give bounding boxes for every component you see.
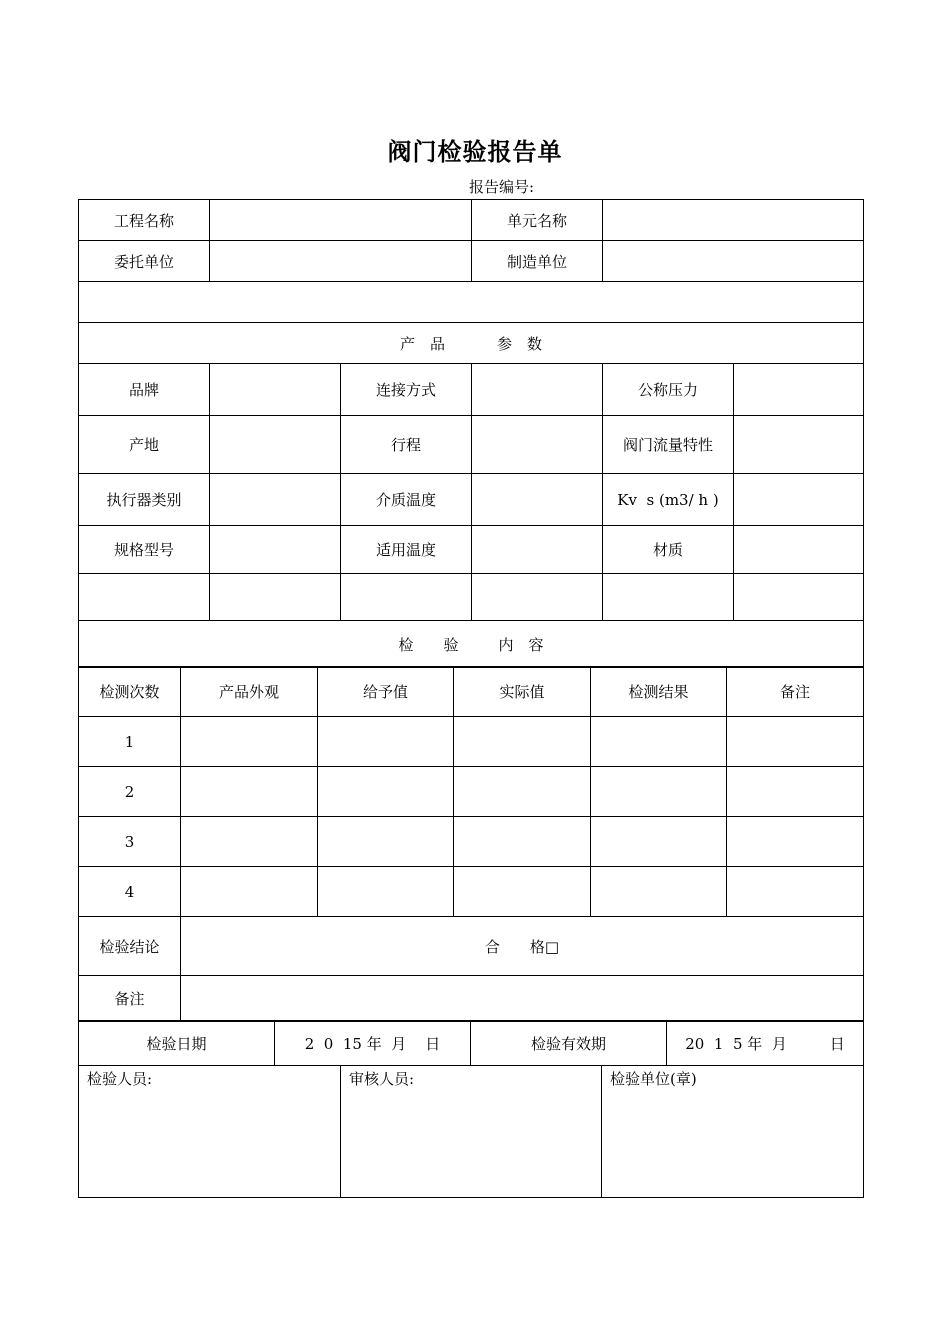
applicable-temperature-value[interactable] — [472, 526, 603, 574]
table-cell[interactable] — [454, 817, 591, 867]
table-row — [79, 717, 864, 767]
table-cell[interactable] — [318, 767, 454, 817]
material-value[interactable] — [734, 526, 864, 574]
origin-label: 产地 — [79, 416, 210, 474]
inspection-date-label: 检验日期 — [79, 1021, 275, 1066]
info-params-table — [78, 199, 864, 668]
brand-value[interactable] — [210, 364, 341, 416]
table-cell[interactable] — [318, 817, 454, 867]
table-cell[interactable] — [181, 767, 318, 817]
reviewer-signature-box[interactable] — [341, 1066, 602, 1198]
brand-label: 品牌 — [79, 364, 210, 416]
unit-seal-label: 检验单位(章) — [610, 1070, 697, 1088]
table-cell[interactable] — [727, 817, 864, 867]
table-cell[interactable] — [454, 867, 591, 917]
kvs-value[interactable] — [734, 474, 864, 526]
table-cell[interactable] — [454, 717, 591, 767]
table-cell[interactable] — [181, 867, 318, 917]
col-header-test-count: 检测次数 — [79, 667, 181, 717]
unit-seal-box[interactable] — [602, 1066, 864, 1198]
test-number: 2 — [79, 767, 181, 817]
conclusion-value[interactable]: 合 格□ — [181, 917, 864, 976]
extra-cell[interactable] — [472, 574, 603, 621]
manufacturer-label: 制造单位 — [472, 241, 603, 282]
test-number: 1 — [79, 717, 181, 767]
model-spec-label: 规格型号 — [79, 526, 210, 574]
extra-cell[interactable] — [210, 574, 341, 621]
table-row — [79, 767, 864, 817]
connection-type-label: 连接方式 — [341, 364, 472, 416]
table-cell[interactable] — [318, 717, 454, 767]
table-cell[interactable] — [727, 867, 864, 917]
col-header-given-value: 给予值 — [318, 667, 454, 717]
actuator-type-value[interactable] — [210, 474, 341, 526]
validity-period-label: 检验有效期 — [471, 1021, 667, 1066]
inspection-content-heading — [79, 621, 864, 668]
actuator-type-label: 执行器类别 — [79, 474, 210, 526]
material-label: 材质 — [603, 526, 734, 574]
table-cell[interactable] — [727, 767, 864, 817]
connection-type-value[interactable] — [472, 364, 603, 416]
reviewer-label: 审核人员: — [349, 1070, 415, 1088]
project-name-value[interactable] — [210, 200, 472, 241]
extra-cell[interactable] — [734, 574, 864, 621]
col-header-test-result: 检测结果 — [591, 667, 727, 717]
test-number: 4 — [79, 867, 181, 917]
col-header-actual-value: 实际值 — [454, 667, 591, 717]
project-name-label: 工程名称 — [79, 200, 210, 241]
stroke-value[interactable] — [472, 416, 603, 474]
unit-name-label: 单元名称 — [472, 200, 603, 241]
client-unit-value[interactable] — [210, 241, 472, 282]
product-params-heading-right: 参 数 — [497, 334, 543, 353]
model-spec-value[interactable] — [210, 526, 341, 574]
table-cell[interactable] — [591, 867, 727, 917]
flow-characteristic-value[interactable] — [734, 416, 864, 474]
validity-period-value[interactable]: 20 1 5 年 月 日 — [667, 1021, 864, 1066]
table-cell[interactable] — [591, 717, 727, 767]
inspection-heading-left: 检 验 — [398, 635, 459, 654]
inspection-table — [78, 666, 864, 1022]
applicable-temperature-label: 适用温度 — [341, 526, 472, 574]
test-number: 3 — [79, 817, 181, 867]
dates-table — [78, 1020, 864, 1066]
document-title: 阀门检验报告单 — [387, 137, 563, 166]
table-cell[interactable] — [591, 767, 727, 817]
conclusion-label: 检验结论 — [79, 917, 181, 976]
nominal-pressure-value[interactable] — [734, 364, 864, 416]
report-number-label: 报告编号: — [469, 178, 535, 196]
table-row — [79, 817, 864, 867]
unit-name-value[interactable] — [603, 200, 864, 241]
extra-cell[interactable] — [603, 574, 734, 621]
table-cell[interactable] — [181, 717, 318, 767]
col-header-remark: 备注 — [727, 667, 864, 717]
product-params-heading-left: 产 品 — [399, 334, 445, 353]
nominal-pressure-label: 公称压力 — [603, 364, 734, 416]
inspection-date-value[interactable]: 2 0 15 年 月 日 — [275, 1021, 471, 1066]
inspector-label: 检验人员: — [87, 1070, 153, 1088]
product-params-heading — [79, 323, 864, 364]
table-row — [79, 867, 864, 917]
inspector-signature-box[interactable] — [79, 1066, 341, 1198]
table-cell[interactable] — [591, 817, 727, 867]
manufacturer-value[interactable] — [603, 241, 864, 282]
stroke-label: 行程 — [341, 416, 472, 474]
table-cell[interactable] — [454, 767, 591, 817]
col-header-appearance: 产品外观 — [181, 667, 318, 717]
remark-value[interactable] — [181, 976, 864, 1022]
inspection-heading-right: 内 容 — [498, 635, 544, 654]
medium-temperature-label: 介质温度 — [341, 474, 472, 526]
kvs-label: Kv s (m3/ h ) — [603, 474, 734, 526]
remark-label: 备注 — [79, 976, 181, 1022]
table-cell[interactable] — [727, 717, 864, 767]
medium-temperature-value[interactable] — [472, 474, 603, 526]
client-unit-label: 委托单位 — [79, 241, 210, 282]
origin-value[interactable] — [210, 416, 341, 474]
signatures-table — [78, 1065, 864, 1198]
flow-characteristic-label: 阀门流量特性 — [603, 416, 734, 474]
table-cell[interactable] — [181, 817, 318, 867]
extra-cell[interactable] — [341, 574, 472, 621]
blank-row — [79, 282, 864, 323]
extra-cell[interactable] — [79, 574, 210, 621]
table-cell[interactable] — [318, 867, 454, 917]
